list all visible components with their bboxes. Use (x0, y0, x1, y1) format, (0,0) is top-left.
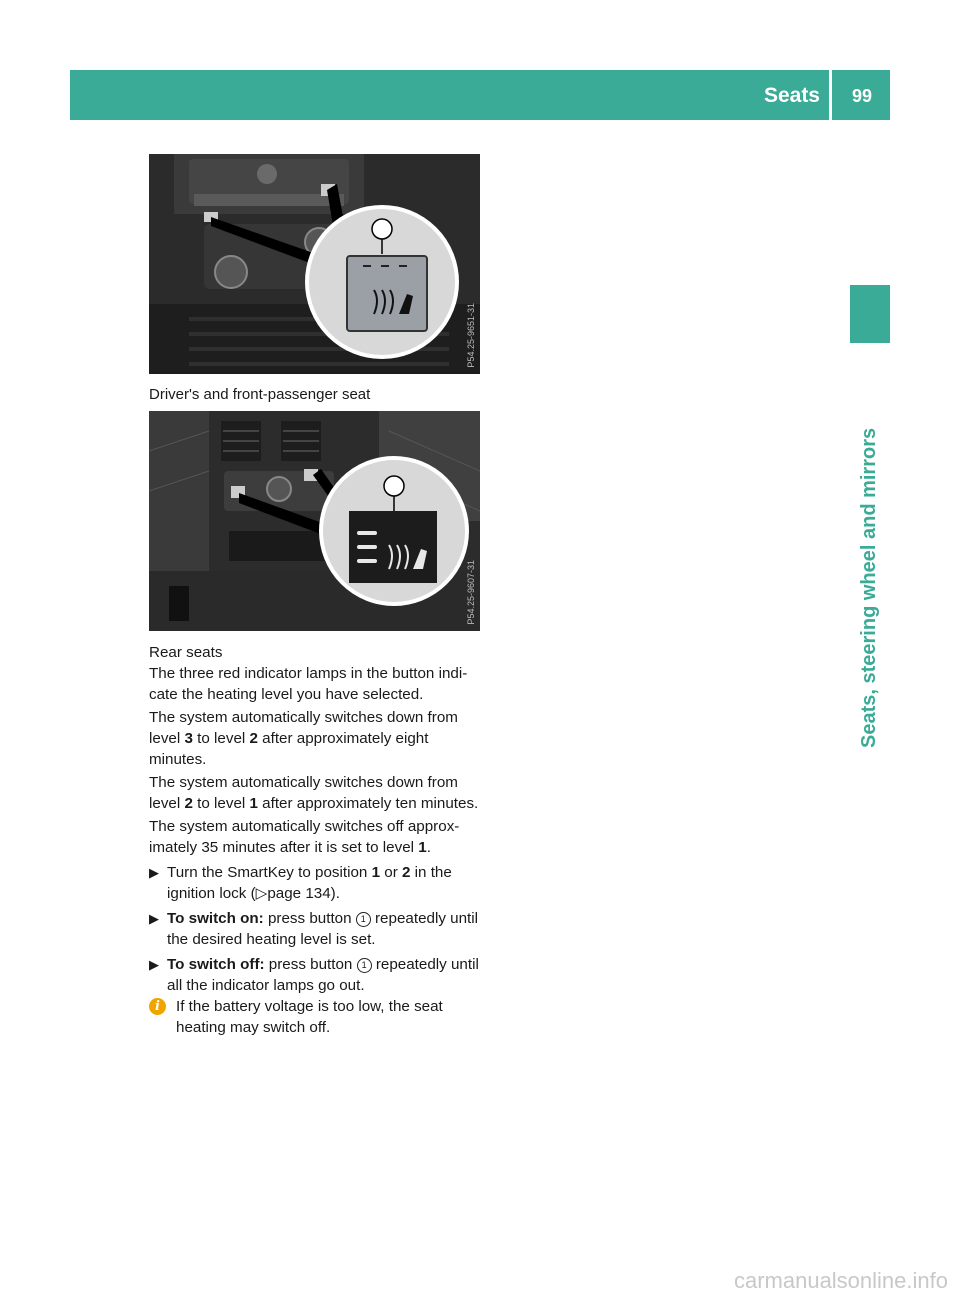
text-run: after approximately ten minutes. (257, 795, 479, 812)
page-number: 99 (851, 86, 872, 106)
page-ref-arrow-icon: ▷ (255, 885, 268, 902)
front-seat-heating-illustration (149, 154, 480, 374)
paragraph (149, 816, 489, 858)
text-run: press button (264, 956, 357, 973)
text-run: Turn the SmartKey to position (167, 864, 372, 881)
figure-caption: Driver's and front-passenger seat (149, 386, 371, 403)
chapter-tab (850, 285, 890, 343)
figure-caption: Rear seats (149, 644, 223, 661)
rear-seat-heating-figure (149, 411, 480, 631)
figure-code: P54.25-9607-31 (466, 560, 476, 625)
level-value: 1 (418, 839, 427, 856)
note-text: If the battery voltage is too low, the seat heating may switch off. (176, 998, 443, 1036)
text-run: The system automatically switches down from level (149, 709, 458, 747)
text-run: or (380, 864, 402, 881)
text-run: The system automatically switches off approx-imately 35 minutes after it is set to level (149, 818, 460, 856)
paragraph (149, 772, 489, 814)
text-run: repeatedly until all the indicator lamps go out. (167, 956, 479, 994)
callout-number-icon: 1 (356, 912, 371, 927)
step-label: To switch off: (167, 956, 265, 973)
site-watermark: carmanualsonline.info (733, 1268, 948, 1293)
instruction-step (149, 908, 489, 950)
level-value: 1 (249, 795, 258, 812)
front-seat-heating-figure (149, 154, 480, 374)
chapter-title: Seats, steering wheel and mirrors (858, 427, 880, 748)
text-run: press button (263, 910, 356, 927)
position-value: 1 (371, 864, 381, 881)
header-bar (70, 70, 890, 120)
header-divider (829, 70, 832, 120)
text-run: The system automatically switches down from level (149, 774, 458, 812)
step-arrow-icon: ▶ (149, 865, 159, 880)
step-arrow-icon: ▶ (149, 957, 159, 972)
text-run: . (426, 839, 431, 856)
callout-number-icon: 1 (357, 958, 372, 973)
figure-code: P54.25-9651-31 (466, 303, 476, 368)
instruction-step (149, 862, 489, 904)
text-run: to level (192, 795, 250, 812)
body-text (149, 642, 489, 1038)
position-value: 2 (401, 864, 411, 881)
text-run: in the ignition lock ( (167, 864, 452, 902)
info-note (149, 996, 489, 1038)
text-run: to level (192, 730, 250, 747)
rear-seat-heating-illustration (149, 411, 480, 631)
page-reference[interactable]: page 134). (267, 885, 340, 902)
info-icon: i (149, 998, 166, 1015)
level-value: 2 (184, 795, 193, 812)
instruction-step (149, 954, 489, 996)
text-run: after approximately eight minutes. (149, 730, 429, 768)
section-title: Seats (763, 84, 820, 107)
paragraph: The three red indicator lamps in the button indi-cate the heating level you have selected. (149, 665, 468, 703)
text-run: repeatedly until the desired heating level is set. (167, 910, 479, 948)
level-value: 3 (184, 730, 193, 747)
step-arrow-icon: ▶ (149, 911, 159, 926)
paragraph (149, 707, 489, 770)
level-value: 2 (249, 730, 258, 747)
step-label: To switch on: (167, 910, 264, 927)
